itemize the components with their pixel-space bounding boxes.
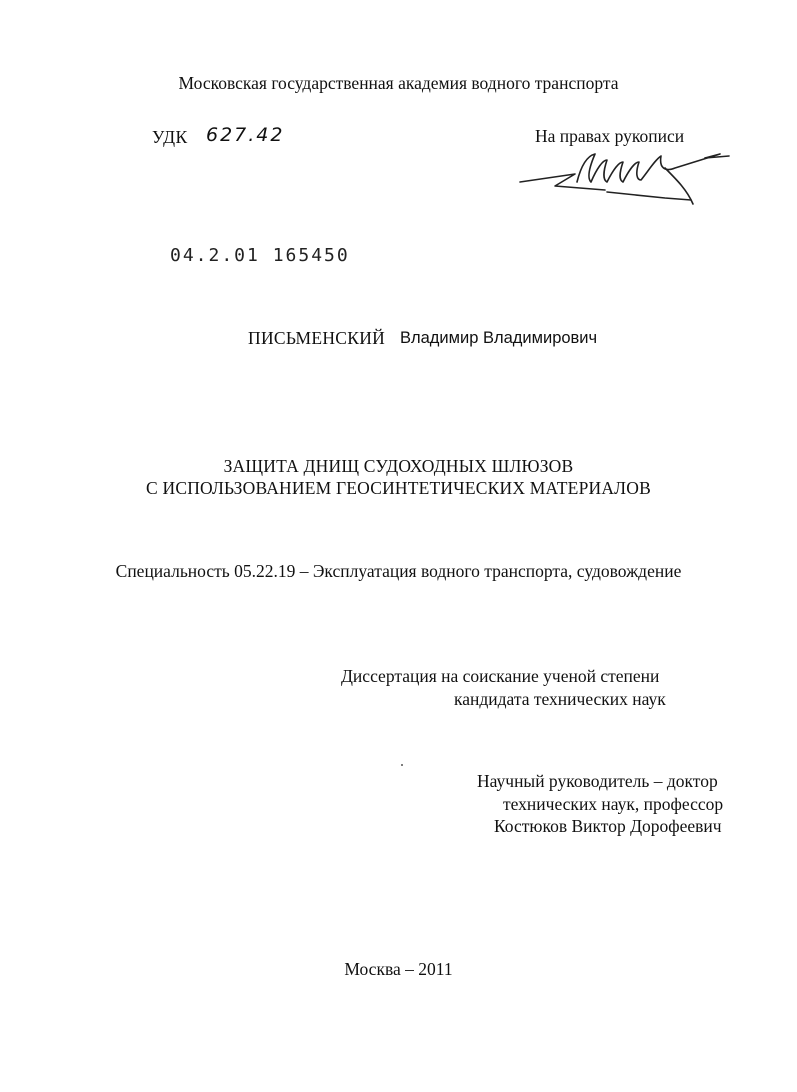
scan-speck xyxy=(401,764,403,766)
udk-label: УДК xyxy=(152,127,188,147)
supervisor-name: Костюков Виктор Дорофеевич xyxy=(494,816,722,836)
author-surname: ПИСЬМЕНСКИЙ xyxy=(248,328,386,348)
dissertation-title-line: С ИСПОЛЬЗОВАНИЕМ ГЕОСИНТЕТИЧЕСКИХ МАТЕРИАЛОВ xyxy=(146,478,651,498)
author-given-names: Владимир Владимирович xyxy=(400,329,598,347)
supervisor-line: технических наук, профессор xyxy=(503,794,724,814)
handwritten-signature xyxy=(515,138,740,210)
speciality: Специальность 05.22.19 – Эксплуатация водного транспорта, судовождение xyxy=(115,561,682,581)
supervisor-line: Научный руководитель – доктор xyxy=(477,771,718,791)
degree-statement-line: Диссертация на соискание ученой степени xyxy=(341,666,660,686)
registry-number: 04.2.01 165450 xyxy=(170,245,350,266)
place-and-year: Москва – 2011 xyxy=(344,959,453,979)
degree-statement-line: кандидата технических наук xyxy=(454,689,666,709)
udk-number: 627.42 xyxy=(206,124,285,146)
manuscript-note: На правах рукописи xyxy=(535,126,685,146)
institution-name: Московская государственная академия водного транспорта xyxy=(178,73,619,93)
dissertation-title-line: ЗАЩИТА ДНИЩ СУДОХОДНЫХ ШЛЮЗОВ xyxy=(223,456,574,476)
